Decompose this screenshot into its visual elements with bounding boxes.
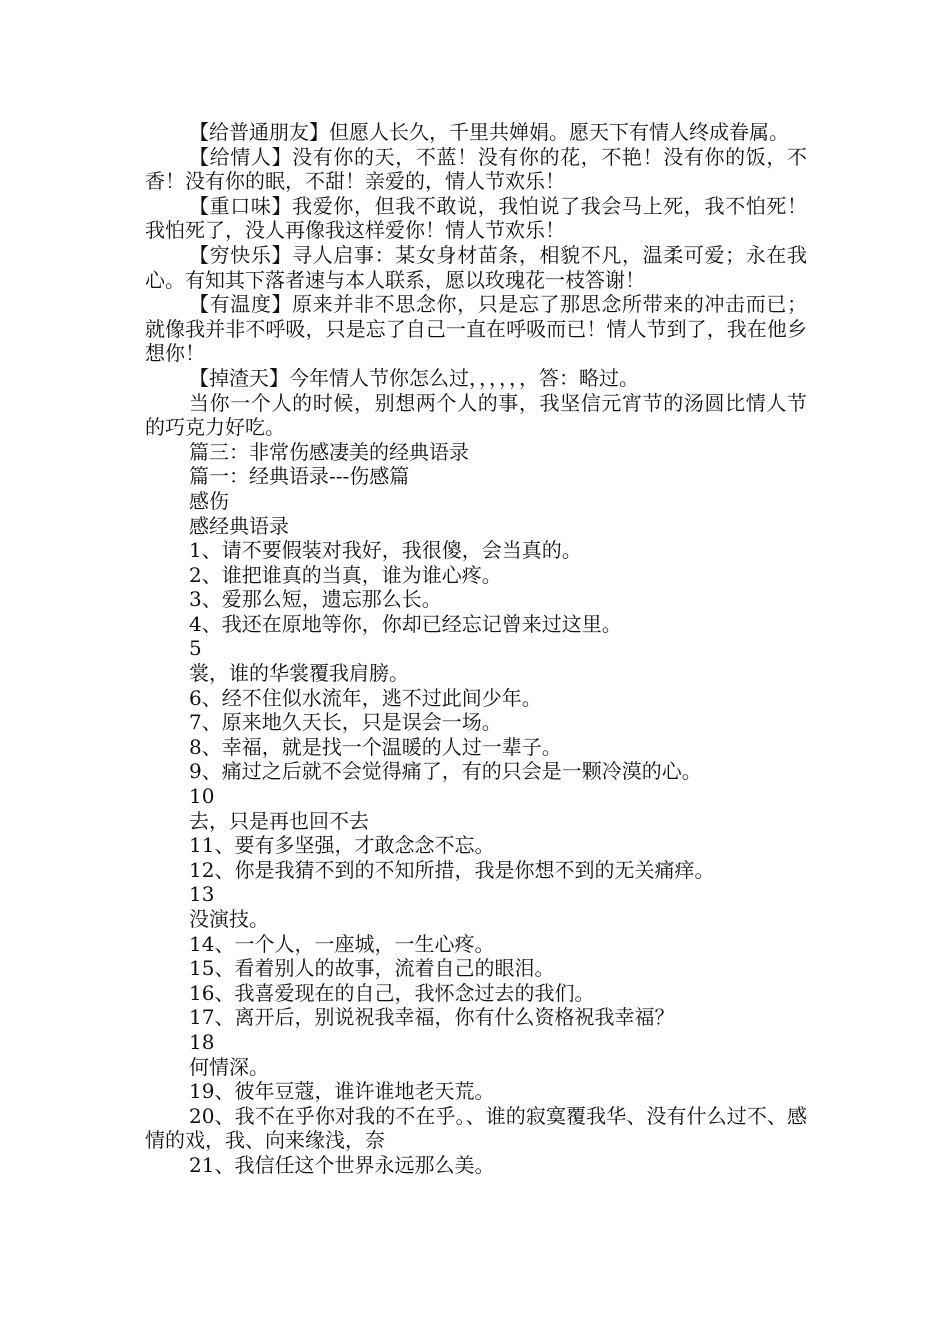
quote-paragraph-20: 20、我不在乎你对我的不在乎。、谁的寂寞覆我华、没有什么过不、感情的戏，我、向来缘浅，奈: [145, 1103, 807, 1153]
quote-line: 7、原来地久天长，只是误会一场。: [189, 710, 502, 735]
text-line: 感伤: [189, 488, 229, 513]
quote-line: 10: [189, 784, 215, 809]
quote-line: 14、一个人，一座城，一生心疼。: [189, 931, 495, 956]
quote-line: 8、幸福，就是找一个温暖的人过一辈子。: [189, 734, 562, 759]
paragraph-drop-scum: 【掉渣天】今年情人节你怎么过，，，，，，答：略过。: [189, 365, 639, 390]
text-line: 感经典语录: [189, 513, 289, 538]
quote-line: 9、痛过之后就不会觉得痛了，有的只会是一颗冷漠的心。: [189, 759, 702, 784]
quote-line: 12、你是我猜不到的不知所措，我是你想不到的无关痛痒。: [189, 857, 715, 882]
quote-line: 何情深。: [189, 1054, 269, 1079]
quote-line: 13: [189, 882, 215, 907]
quote-line: 4、我还在原地等你，你却已经忘记曾来过这里。: [189, 611, 622, 636]
quote-line: 2、谁把谁真的当真，谁为谁心疼。: [189, 562, 502, 587]
quote-line: 5: [189, 636, 202, 661]
quote-line: 裳，谁的华裳覆我肩膀。: [189, 661, 409, 686]
quote-line: 6、经不住似水流年，逃不过此间少年。: [189, 685, 542, 710]
quote-line: 没演技。: [189, 907, 269, 931]
paragraph-ordinary-friends: 【给普通朋友】但愿人长久，千里共婵娟。愿天下有情人终成眷属。: [189, 120, 789, 144]
document-body: [145, 120, 807, 1178]
paragraph-lover: 【给情人】没有你的天，不蓝！没有你的花，不艳！没有你的饭，不香！没有你的眠，不甜！亲爱的，情人节欢乐！: [145, 144, 807, 194]
paragraph-heavy-taste: 【重口味】我爱你，但我不敢说，我怕说了我会马上死，我不怕死！我怕死了，没人再像我这样爱你！情人节欢乐！: [145, 193, 807, 243]
paragraph-alone: 当你一个人的时候，别想两个人的事，我坚信元宵节的汤圆比情人节的巧克力好吃。: [145, 390, 807, 440]
quote-line: 3、爱那么短，遗忘那么长。: [189, 587, 442, 612]
paragraph-poor-happy: 【穷快乐】寻人启事：某女身材苗条，相貌不凡，温柔可爱；永在我心。有知其下落者速与本人联系，愿以玫瑰花一枝答谢！: [145, 242, 807, 292]
quote-line: 1、请不要假装对我好，我很傻，会当真的。: [189, 538, 582, 563]
quote-paragraph-21: 21、我信任这个世界永远那么美。: [189, 1152, 495, 1177]
quote-line: 19、彼年豆蔻，谁许谁地老天荒。: [189, 1079, 495, 1104]
quote-line: 15、看着别人的故事，流着自己的眼泪。: [189, 956, 555, 981]
quote-line: 11、要有多坚强，才敢念念不忘。: [189, 833, 495, 858]
quote-line: 16、我喜爱现在的自己，我怀念过去的我们。: [189, 980, 595, 1005]
section-heading-part-one: 篇一：经典语录---伤感篇: [189, 464, 410, 489]
quote-line: 17、离开后，别说祝我幸福，你有什么资格祝我幸福？: [189, 1005, 675, 1030]
paragraph-warmth: 【有温度】原来并非不思念你，只是忘了那思念所带来的冲击而已；就像我并非不呼吸，只是忘了自己一直在呼吸而已！情人节到了，我在他乡想你！: [145, 292, 807, 366]
quote-line: 18: [189, 1029, 215, 1054]
section-heading-part-three: 篇三：非常伤感凄美的经典语录: [189, 439, 469, 464]
quote-line: 去，只是再也回不去: [189, 808, 369, 833]
